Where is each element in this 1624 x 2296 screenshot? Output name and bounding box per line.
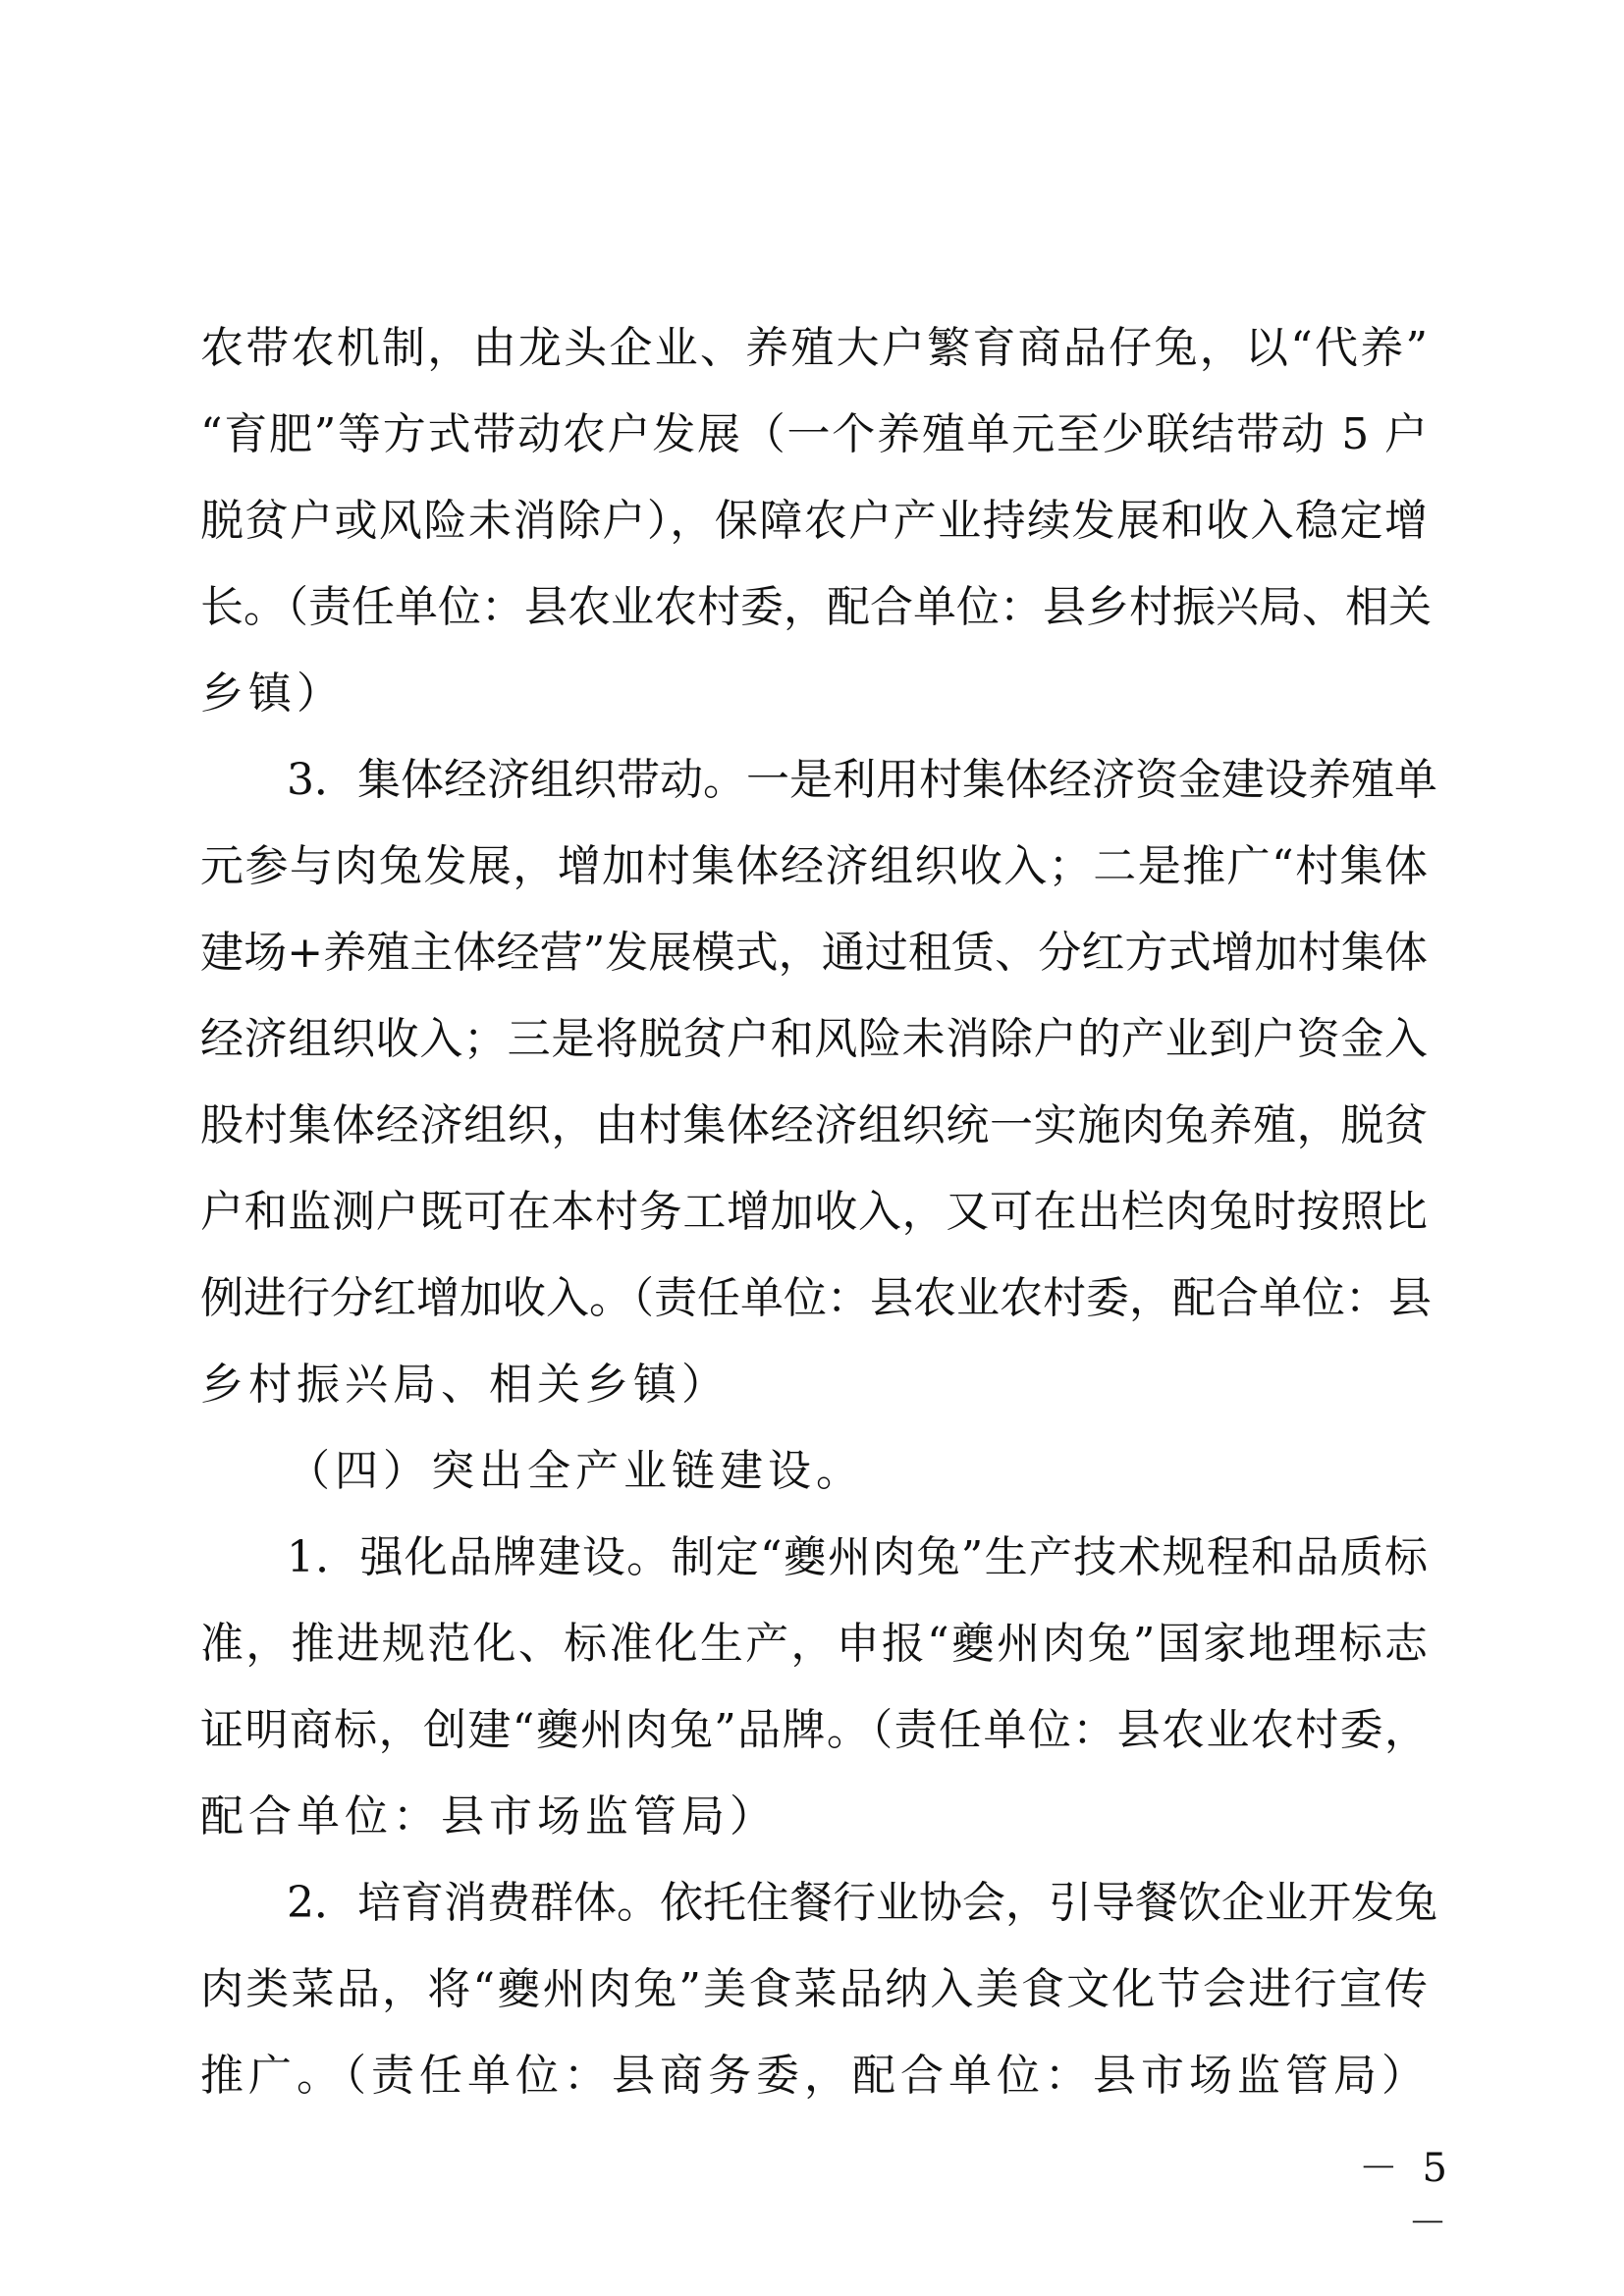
text-line: 长。（责任单位：县农业农村委，配合单位：县乡村振兴局、相关: [200, 582, 1432, 632]
text-line: 例进行分红增加收入。（责任单位：县农业农村委，配合单位：县: [200, 1273, 1432, 1323]
text-line: 元参与肉兔发展，增加村集体经济组织收入；二是推广“村集体: [200, 841, 1428, 891]
text-line: 户和监测户既可在本村务工增加收入，又可在出栏肉兔时按照比: [200, 1187, 1428, 1237]
text-line: 乡镇）: [200, 668, 345, 719]
text-line: “育肥”等方式带动农户发展（一个养殖单元至少联结带动 5 户: [200, 409, 1428, 459]
text-line: 建场+养殖主体经营”发展模式，通过租赁、分红方式增加村集体: [200, 928, 1428, 978]
text-line: 推广。（责任单位：县商务委，配合单位：县市场监管局）: [200, 2051, 1430, 2101]
text-line: 脱贫户或风险未消除户），保障农户产业持续发展和收入稳定增: [200, 496, 1428, 546]
text-line: 准，推进规范化、标准化生产，申报“夔州肉兔”国家地理标志: [200, 1619, 1428, 1669]
page-number: － 5 －: [1358, 2146, 1453, 2246]
text-line: 肉类菜品，将“夔州肉兔”美食菜品纳入美食文化节会进行宣传: [200, 1964, 1428, 2014]
section-heading: （四）突出全产业链建设。: [287, 1446, 864, 1496]
text-line: 证明商标，创建“夔州肉兔”品牌。（责任单位：县农业农村委，: [200, 1705, 1428, 1755]
text-line: 3．集体经济组织带动。一是利用村集体经济资金建设养殖单: [287, 755, 1437, 805]
text-line: 股村集体经济组织，由村集体经济组织统一实施肉兔养殖，脱贫: [200, 1100, 1428, 1150]
text-line: 经济组织收入；三是将脱贫户和风险未消除户的产业到户资金入: [200, 1014, 1428, 1064]
text-line: 农带农机制，由龙头企业、养殖大户繁育商品仔兔，以“代养”: [200, 323, 1428, 373]
text-line: 1．强化品牌建设。制定“夔州肉兔”生产技术规程和品质标: [287, 1532, 1428, 1582]
text-line: 乡村振兴局、相关乡镇）: [200, 1360, 730, 1410]
text-line: 配合单位：县市场监管局）: [200, 1791, 778, 1842]
text-line: 2．培育消费群体。依托住餐行业协会，引导餐饮企业开发兔: [287, 1878, 1437, 1928]
